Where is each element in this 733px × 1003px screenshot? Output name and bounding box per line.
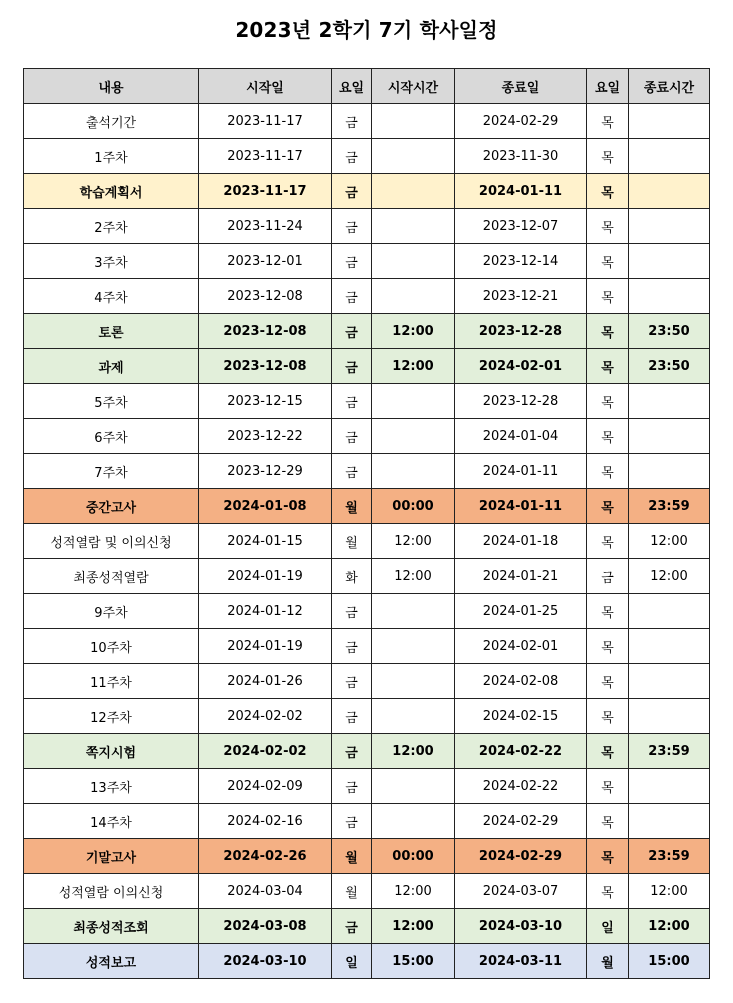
cell-content: 5주차 — [24, 384, 199, 419]
cell-content: 쪽지시험 — [24, 734, 199, 769]
cell-start-time: 12:00 — [372, 524, 455, 559]
cell-start-weekday: 금 — [332, 314, 372, 349]
cell-end-date: 2023-12-07 — [455, 209, 587, 244]
table-row — [24, 909, 710, 944]
cell-end-weekday: 목 — [587, 104, 629, 139]
cell-end-time — [629, 104, 710, 139]
table-row — [24, 559, 710, 594]
cell-content: 12주차 — [24, 699, 199, 734]
cell-content: 기말고사 — [24, 839, 199, 874]
cell-end-weekday: 목 — [587, 734, 629, 769]
cell-start-date: 2024-02-16 — [199, 804, 332, 839]
cell-start-time — [372, 629, 455, 664]
cell-end-time — [629, 664, 710, 699]
cell-end-weekday: 목 — [587, 314, 629, 349]
cell-start-time: 12:00 — [372, 734, 455, 769]
table-row — [24, 139, 710, 174]
cell-start-weekday: 금 — [332, 349, 372, 384]
cell-start-weekday: 금 — [332, 139, 372, 174]
cell-content: 성적열람 및 이의신청 — [24, 524, 199, 559]
cell-end-time: 23:59 — [629, 489, 710, 524]
cell-start-date: 2024-03-04 — [199, 874, 332, 909]
column-header-start-date: 시작일 — [199, 69, 332, 104]
cell-end-time — [629, 209, 710, 244]
cell-start-weekday: 금 — [332, 594, 372, 629]
cell-end-weekday: 목 — [587, 244, 629, 279]
cell-start-time — [372, 209, 455, 244]
cell-end-date: 2024-01-11 — [455, 489, 587, 524]
header-row — [24, 69, 710, 104]
cell-end-time: 12:00 — [629, 559, 710, 594]
cell-start-date: 2024-02-09 — [199, 769, 332, 804]
cell-end-weekday: 목 — [587, 839, 629, 874]
table-row — [24, 209, 710, 244]
column-header-start-weekday: 요일 — [332, 69, 372, 104]
cell-start-date: 2023-12-22 — [199, 419, 332, 454]
column-header-start-time: 시작시간 — [372, 69, 455, 104]
cell-end-time — [629, 384, 710, 419]
cell-start-time — [372, 139, 455, 174]
table-row — [24, 524, 710, 559]
cell-end-date: 2024-01-25 — [455, 594, 587, 629]
cell-end-date: 2024-01-11 — [455, 174, 587, 209]
cell-end-time: 15:00 — [629, 944, 710, 979]
cell-start-weekday: 월 — [332, 874, 372, 909]
cell-start-date: 2023-12-08 — [199, 314, 332, 349]
cell-start-weekday: 월 — [332, 489, 372, 524]
cell-content: 중간고사 — [24, 489, 199, 524]
cell-start-weekday: 금 — [332, 384, 372, 419]
cell-start-weekday: 금 — [332, 279, 372, 314]
cell-end-time: 12:00 — [629, 524, 710, 559]
cell-end-weekday: 목 — [587, 174, 629, 209]
table-row — [24, 804, 710, 839]
cell-start-time: 12:00 — [372, 559, 455, 594]
cell-end-time — [629, 769, 710, 804]
cell-start-time — [372, 244, 455, 279]
cell-start-weekday: 금 — [332, 174, 372, 209]
cell-start-time — [372, 699, 455, 734]
cell-start-time: 12:00 — [372, 874, 455, 909]
cell-end-weekday: 목 — [587, 699, 629, 734]
cell-start-weekday: 화 — [332, 559, 372, 594]
cell-end-time — [629, 699, 710, 734]
cell-content: 3주차 — [24, 244, 199, 279]
cell-end-date: 2024-01-18 — [455, 524, 587, 559]
page-title: 2023년 2학기 7기 학사일정 — [235, 18, 498, 42]
cell-end-time — [629, 419, 710, 454]
cell-start-date: 2024-02-02 — [199, 699, 332, 734]
cell-content: 성적보고 — [24, 944, 199, 979]
cell-start-time — [372, 454, 455, 489]
cell-end-time — [629, 244, 710, 279]
cell-content: 6주차 — [24, 419, 199, 454]
cell-end-weekday: 목 — [587, 524, 629, 559]
cell-start-date: 2024-02-02 — [199, 734, 332, 769]
cell-start-date: 2024-01-15 — [199, 524, 332, 559]
cell-content: 출석기간 — [24, 104, 199, 139]
cell-start-time: 12:00 — [372, 314, 455, 349]
cell-end-date: 2024-02-15 — [455, 699, 587, 734]
cell-end-date: 2024-01-04 — [455, 419, 587, 454]
cell-start-weekday: 일 — [332, 944, 372, 979]
cell-start-weekday: 월 — [332, 839, 372, 874]
cell-end-date: 2024-01-21 — [455, 559, 587, 594]
table-row — [24, 384, 710, 419]
cell-content: 10주차 — [24, 629, 199, 664]
cell-start-time — [372, 769, 455, 804]
cell-content: 4주차 — [24, 279, 199, 314]
cell-end-date: 2024-02-01 — [455, 349, 587, 384]
cell-end-date: 2024-03-11 — [455, 944, 587, 979]
schedule-table — [23, 68, 710, 979]
table-row — [24, 454, 710, 489]
table-row — [24, 419, 710, 454]
cell-start-weekday: 금 — [332, 909, 372, 944]
cell-start-time: 15:00 — [372, 944, 455, 979]
cell-start-weekday: 금 — [332, 734, 372, 769]
cell-end-time — [629, 174, 710, 209]
cell-start-time: 00:00 — [372, 839, 455, 874]
cell-start-time — [372, 804, 455, 839]
cell-end-date: 2023-12-28 — [455, 384, 587, 419]
table-row — [24, 629, 710, 664]
cell-content: 성적열람 이의신청 — [24, 874, 199, 909]
cell-start-weekday: 금 — [332, 209, 372, 244]
table-row — [24, 874, 710, 909]
cell-content: 13주차 — [24, 769, 199, 804]
table-header — [24, 69, 710, 104]
cell-end-weekday: 목 — [587, 489, 629, 524]
cell-start-weekday: 월 — [332, 524, 372, 559]
table-row — [24, 664, 710, 699]
table-row — [24, 839, 710, 874]
cell-end-date: 2024-03-10 — [455, 909, 587, 944]
column-header-end-time: 종료시간 — [629, 69, 710, 104]
cell-start-date: 2024-01-19 — [199, 559, 332, 594]
cell-end-time — [629, 279, 710, 314]
cell-start-time: 12:00 — [372, 909, 455, 944]
cell-end-time — [629, 804, 710, 839]
cell-content: 최종성적조회 — [24, 909, 199, 944]
cell-end-time: 23:59 — [629, 734, 710, 769]
cell-end-time: 12:00 — [629, 909, 710, 944]
cell-content: 14주차 — [24, 804, 199, 839]
cell-end-date: 2024-03-07 — [455, 874, 587, 909]
cell-start-date: 2023-12-15 — [199, 384, 332, 419]
column-header-content: 내용 — [24, 69, 199, 104]
cell-content: 9주차 — [24, 594, 199, 629]
cell-end-time: 23:50 — [629, 349, 710, 384]
cell-end-weekday: 목 — [587, 804, 629, 839]
cell-start-time: 12:00 — [372, 349, 455, 384]
cell-content: 11주차 — [24, 664, 199, 699]
cell-start-date: 2023-12-08 — [199, 279, 332, 314]
cell-start-date: 2024-01-19 — [199, 629, 332, 664]
cell-start-date: 2023-11-17 — [199, 174, 332, 209]
table-body — [24, 104, 710, 979]
cell-end-weekday: 목 — [587, 874, 629, 909]
cell-content: 2주차 — [24, 209, 199, 244]
table-row — [24, 314, 710, 349]
cell-start-date: 2024-02-26 — [199, 839, 332, 874]
cell-start-date: 2024-03-08 — [199, 909, 332, 944]
cell-end-time — [629, 594, 710, 629]
cell-start-time — [372, 279, 455, 314]
cell-end-date: 2024-02-29 — [455, 104, 587, 139]
cell-end-time: 23:59 — [629, 839, 710, 874]
table-row — [24, 104, 710, 139]
cell-end-date: 2023-12-21 — [455, 279, 587, 314]
cell-start-weekday: 금 — [332, 244, 372, 279]
cell-start-date: 2024-01-26 — [199, 664, 332, 699]
cell-end-date: 2024-02-29 — [455, 804, 587, 839]
cell-start-time — [372, 594, 455, 629]
cell-end-weekday: 목 — [587, 139, 629, 174]
table-row — [24, 769, 710, 804]
table-row — [24, 279, 710, 314]
cell-start-time — [372, 104, 455, 139]
table-row — [24, 244, 710, 279]
table-row — [24, 699, 710, 734]
cell-end-weekday: 목 — [587, 454, 629, 489]
cell-content: 토론 — [24, 314, 199, 349]
cell-start-time — [372, 664, 455, 699]
cell-end-weekday: 목 — [587, 279, 629, 314]
cell-start-weekday: 금 — [332, 664, 372, 699]
cell-content: 학습계획서 — [24, 174, 199, 209]
cell-start-weekday: 금 — [332, 454, 372, 489]
cell-start-weekday: 금 — [332, 104, 372, 139]
cell-start-date: 2024-03-10 — [199, 944, 332, 979]
cell-end-date: 2023-11-30 — [455, 139, 587, 174]
cell-end-date: 2024-02-08 — [455, 664, 587, 699]
cell-start-date: 2023-12-29 — [199, 454, 332, 489]
table-row — [24, 174, 710, 209]
cell-start-time: 00:00 — [372, 489, 455, 524]
cell-end-date: 2023-12-28 — [455, 314, 587, 349]
cell-end-date: 2023-12-14 — [455, 244, 587, 279]
cell-start-date: 2024-01-12 — [199, 594, 332, 629]
cell-start-weekday: 금 — [332, 629, 372, 664]
cell-end-time: 23:50 — [629, 314, 710, 349]
cell-content: 과제 — [24, 349, 199, 384]
table-row — [24, 489, 710, 524]
cell-start-time — [372, 419, 455, 454]
cell-start-time — [372, 384, 455, 419]
table-row — [24, 349, 710, 384]
cell-start-date: 2024-01-08 — [199, 489, 332, 524]
cell-start-time — [372, 174, 455, 209]
table-row — [24, 734, 710, 769]
cell-end-weekday: 금 — [587, 559, 629, 594]
cell-end-weekday: 일 — [587, 909, 629, 944]
cell-end-time — [629, 139, 710, 174]
table-row — [24, 594, 710, 629]
cell-start-date: 2023-11-17 — [199, 139, 332, 174]
cell-start-date: 2023-12-01 — [199, 244, 332, 279]
table-row — [24, 944, 710, 979]
cell-content: 7주차 — [24, 454, 199, 489]
cell-end-time — [629, 454, 710, 489]
cell-start-date: 2023-11-24 — [199, 209, 332, 244]
cell-end-weekday: 월 — [587, 944, 629, 979]
column-header-end-date: 종료일 — [455, 69, 587, 104]
cell-end-weekday: 목 — [587, 419, 629, 454]
cell-end-weekday: 목 — [587, 664, 629, 699]
cell-end-weekday: 목 — [587, 594, 629, 629]
cell-end-weekday: 목 — [587, 209, 629, 244]
cell-content: 1주차 — [24, 139, 199, 174]
cell-end-time — [629, 629, 710, 664]
cell-end-date: 2024-02-22 — [455, 734, 587, 769]
cell-end-weekday: 목 — [587, 384, 629, 419]
cell-start-date: 2023-11-17 — [199, 104, 332, 139]
cell-end-date: 2024-02-01 — [455, 629, 587, 664]
cell-end-weekday: 목 — [587, 349, 629, 384]
cell-start-date: 2023-12-08 — [199, 349, 332, 384]
cell-content: 최종성적열람 — [24, 559, 199, 594]
cell-end-date: 2024-02-22 — [455, 769, 587, 804]
cell-end-weekday: 목 — [587, 629, 629, 664]
cell-end-date: 2024-02-29 — [455, 839, 587, 874]
cell-end-time: 12:00 — [629, 874, 710, 909]
column-header-end-weekday: 요일 — [587, 69, 629, 104]
cell-start-weekday: 금 — [332, 804, 372, 839]
cell-end-date: 2024-01-11 — [455, 454, 587, 489]
cell-start-weekday: 금 — [332, 419, 372, 454]
cell-start-weekday: 금 — [332, 769, 372, 804]
cell-end-weekday: 목 — [587, 769, 629, 804]
cell-start-weekday: 금 — [332, 699, 372, 734]
